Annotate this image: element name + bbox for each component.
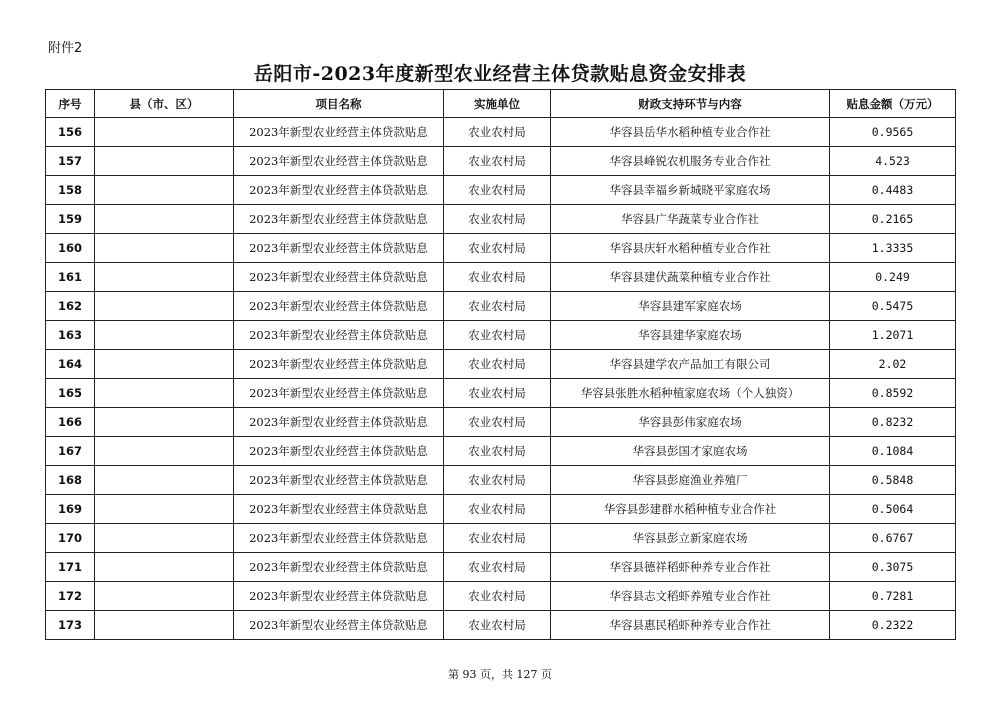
cell-amount: 0.249 xyxy=(830,263,956,292)
cell-county xyxy=(95,582,234,611)
cell-amount: 0.3075 xyxy=(830,553,956,582)
table-row xyxy=(46,263,956,292)
cell-content: 华容县彭伟家庭农场 xyxy=(551,408,830,437)
cell-content: 华容县彭庭渔业养殖厂 xyxy=(551,466,830,495)
attachment-label: 附件2 xyxy=(48,41,83,56)
cell-county xyxy=(95,321,234,350)
cell-seq: 173 xyxy=(46,611,95,640)
cell-seq: 168 xyxy=(46,466,95,495)
cell-unit: 农业农村局 xyxy=(444,350,551,379)
cell-county xyxy=(95,437,234,466)
cell-county xyxy=(95,524,234,553)
cell-content: 华容县峰锐农机服务专业合作社 xyxy=(551,147,830,176)
cell-county xyxy=(95,553,234,582)
cell-seq: 172 xyxy=(46,582,95,611)
cell-county xyxy=(95,611,234,640)
table-row xyxy=(46,292,956,321)
cell-amount: 0.1084 xyxy=(830,437,956,466)
table-row xyxy=(46,321,956,350)
cell-seq: 158 xyxy=(46,176,95,205)
cell-unit: 农业农村局 xyxy=(444,524,551,553)
cell-seq: 157 xyxy=(46,147,95,176)
cell-seq: 161 xyxy=(46,263,95,292)
table-row xyxy=(46,611,956,640)
cell-unit: 农业农村局 xyxy=(444,466,551,495)
document-title: 岳阳市-2023年度新型农业经营主体贷款贴息资金安排表 xyxy=(253,63,747,85)
table-row xyxy=(46,408,956,437)
cell-unit: 农业农村局 xyxy=(444,147,551,176)
cell-seq: 167 xyxy=(46,437,95,466)
cell-project: 2023年新型农业经营主体贷款贴息 xyxy=(234,147,444,176)
table-row xyxy=(46,234,956,263)
cell-project: 2023年新型农业经营主体贷款贴息 xyxy=(234,234,444,263)
cell-seq: 162 xyxy=(46,292,95,321)
cell-county xyxy=(95,350,234,379)
cell-unit: 农业农村局 xyxy=(444,408,551,437)
cell-project: 2023年新型农业经营主体贷款贴息 xyxy=(234,466,444,495)
cell-project: 2023年新型农业经营主体贷款贴息 xyxy=(234,350,444,379)
cell-unit: 农业农村局 xyxy=(444,321,551,350)
table-row xyxy=(46,466,956,495)
header-content: 财政支持环节与内容 xyxy=(551,90,830,118)
cell-amount: 0.9565 xyxy=(830,118,956,147)
cell-project: 2023年新型农业经营主体贷款贴息 xyxy=(234,408,444,437)
cell-unit: 农业农村局 xyxy=(444,205,551,234)
cell-amount: 0.5064 xyxy=(830,495,956,524)
table-row xyxy=(46,582,956,611)
cell-content: 华容县志文稻虾养殖专业合作社 xyxy=(551,582,830,611)
cell-amount: 0.7281 xyxy=(830,582,956,611)
subsidy-table xyxy=(45,89,956,640)
cell-amount: 0.4483 xyxy=(830,176,956,205)
cell-county xyxy=(95,263,234,292)
cell-content: 华容县惠民稻虾种养专业合作社 xyxy=(551,611,830,640)
cell-seq: 160 xyxy=(46,234,95,263)
header-seq: 序号 xyxy=(46,90,95,118)
cell-content: 华容县幸福乡新城晓平家庭农场 xyxy=(551,176,830,205)
cell-project: 2023年新型农业经营主体贷款贴息 xyxy=(234,582,444,611)
cell-amount: 2.02 xyxy=(830,350,956,379)
table-header-row xyxy=(46,90,956,118)
cell-project: 2023年新型农业经营主体贷款贴息 xyxy=(234,379,444,408)
cell-unit: 农业农村局 xyxy=(444,292,551,321)
cell-amount: 1.3335 xyxy=(830,234,956,263)
cell-seq: 170 xyxy=(46,524,95,553)
cell-county xyxy=(95,147,234,176)
cell-unit: 农业农村局 xyxy=(444,437,551,466)
cell-content: 华容县建华家庭农场 xyxy=(551,321,830,350)
cell-county xyxy=(95,466,234,495)
cell-seq: 166 xyxy=(46,408,95,437)
cell-county xyxy=(95,205,234,234)
cell-county xyxy=(95,176,234,205)
cell-county xyxy=(95,292,234,321)
cell-county xyxy=(95,234,234,263)
table-row xyxy=(46,350,956,379)
cell-project: 2023年新型农业经营主体贷款贴息 xyxy=(234,292,444,321)
cell-project: 2023年新型农业经营主体贷款贴息 xyxy=(234,553,444,582)
table-row xyxy=(46,379,956,408)
cell-unit: 农业农村局 xyxy=(444,234,551,263)
cell-amount: 0.8592 xyxy=(830,379,956,408)
cell-content: 华容县德祥稻虾种养专业合作社 xyxy=(551,553,830,582)
cell-project: 2023年新型农业经营主体贷款贴息 xyxy=(234,495,444,524)
table-row xyxy=(46,524,956,553)
cell-content: 华容县张胜水稻种植家庭农场（个人独资） xyxy=(551,379,830,408)
cell-county xyxy=(95,495,234,524)
cell-unit: 农业农村局 xyxy=(444,495,551,524)
cell-content: 华容县彭国才家庭农场 xyxy=(551,437,830,466)
cell-content: 华容县建学农产品加工有限公司 xyxy=(551,350,830,379)
cell-seq: 169 xyxy=(46,495,95,524)
table-row xyxy=(46,495,956,524)
cell-project: 2023年新型农业经营主体贷款贴息 xyxy=(234,205,444,234)
cell-content: 华容县彭立新家庭农场 xyxy=(551,524,830,553)
cell-amount: 4.523 xyxy=(830,147,956,176)
cell-project: 2023年新型农业经营主体贷款贴息 xyxy=(234,176,444,205)
cell-content: 华容县庆轩水稻种植专业合作社 xyxy=(551,234,830,263)
cell-unit: 农业农村局 xyxy=(444,263,551,292)
cell-county xyxy=(95,408,234,437)
cell-seq: 171 xyxy=(46,553,95,582)
cell-unit: 农业农村局 xyxy=(444,611,551,640)
cell-seq: 164 xyxy=(46,350,95,379)
cell-seq: 156 xyxy=(46,118,95,147)
cell-unit: 农业农村局 xyxy=(444,118,551,147)
cell-county xyxy=(95,118,234,147)
header-amount: 贴息金额（万元） xyxy=(830,90,956,118)
cell-amount: 0.8232 xyxy=(830,408,956,437)
cell-amount: 0.2165 xyxy=(830,205,956,234)
cell-unit: 农业农村局 xyxy=(444,553,551,582)
table-row xyxy=(46,118,956,147)
cell-content: 华容县广华蔬菜专业合作社 xyxy=(551,205,830,234)
cell-content: 华容县建军家庭农场 xyxy=(551,292,830,321)
table-row xyxy=(46,176,956,205)
cell-unit: 农业农村局 xyxy=(444,176,551,205)
table-row xyxy=(46,205,956,234)
cell-project: 2023年新型农业经营主体贷款贴息 xyxy=(234,118,444,147)
cell-content: 华容县建伏蔬菜种植专业合作社 xyxy=(551,263,830,292)
cell-project: 2023年新型农业经营主体贷款贴息 xyxy=(234,321,444,350)
cell-amount: 0.5475 xyxy=(830,292,956,321)
cell-amount: 1.2071 xyxy=(830,321,956,350)
cell-project: 2023年新型农业经营主体贷款贴息 xyxy=(234,524,444,553)
cell-seq: 165 xyxy=(46,379,95,408)
cell-project: 2023年新型农业经营主体贷款贴息 xyxy=(234,263,444,292)
cell-content: 华容县彭建群水稻种植专业合作社 xyxy=(551,495,830,524)
cell-content: 华容县岳华水稻种植专业合作社 xyxy=(551,118,830,147)
cell-amount: 0.2322 xyxy=(830,611,956,640)
cell-amount: 0.6767 xyxy=(830,524,956,553)
page-footer: 第 93 页，共 127 页 xyxy=(448,668,552,681)
cell-seq: 159 xyxy=(46,205,95,234)
header-project: 项目名称 xyxy=(234,90,444,118)
header-unit: 实施单位 xyxy=(444,90,551,118)
cell-seq: 163 xyxy=(46,321,95,350)
table-row xyxy=(46,437,956,466)
cell-amount: 0.5848 xyxy=(830,466,956,495)
cell-unit: 农业农村局 xyxy=(444,379,551,408)
header-county: 县（市、区） xyxy=(95,90,234,118)
table-body xyxy=(46,118,956,640)
table-row xyxy=(46,553,956,582)
table-row xyxy=(46,147,956,176)
cell-county xyxy=(95,379,234,408)
cell-project: 2023年新型农业经营主体贷款贴息 xyxy=(234,437,444,466)
cell-project: 2023年新型农业经营主体贷款贴息 xyxy=(234,611,444,640)
cell-unit: 农业农村局 xyxy=(444,582,551,611)
